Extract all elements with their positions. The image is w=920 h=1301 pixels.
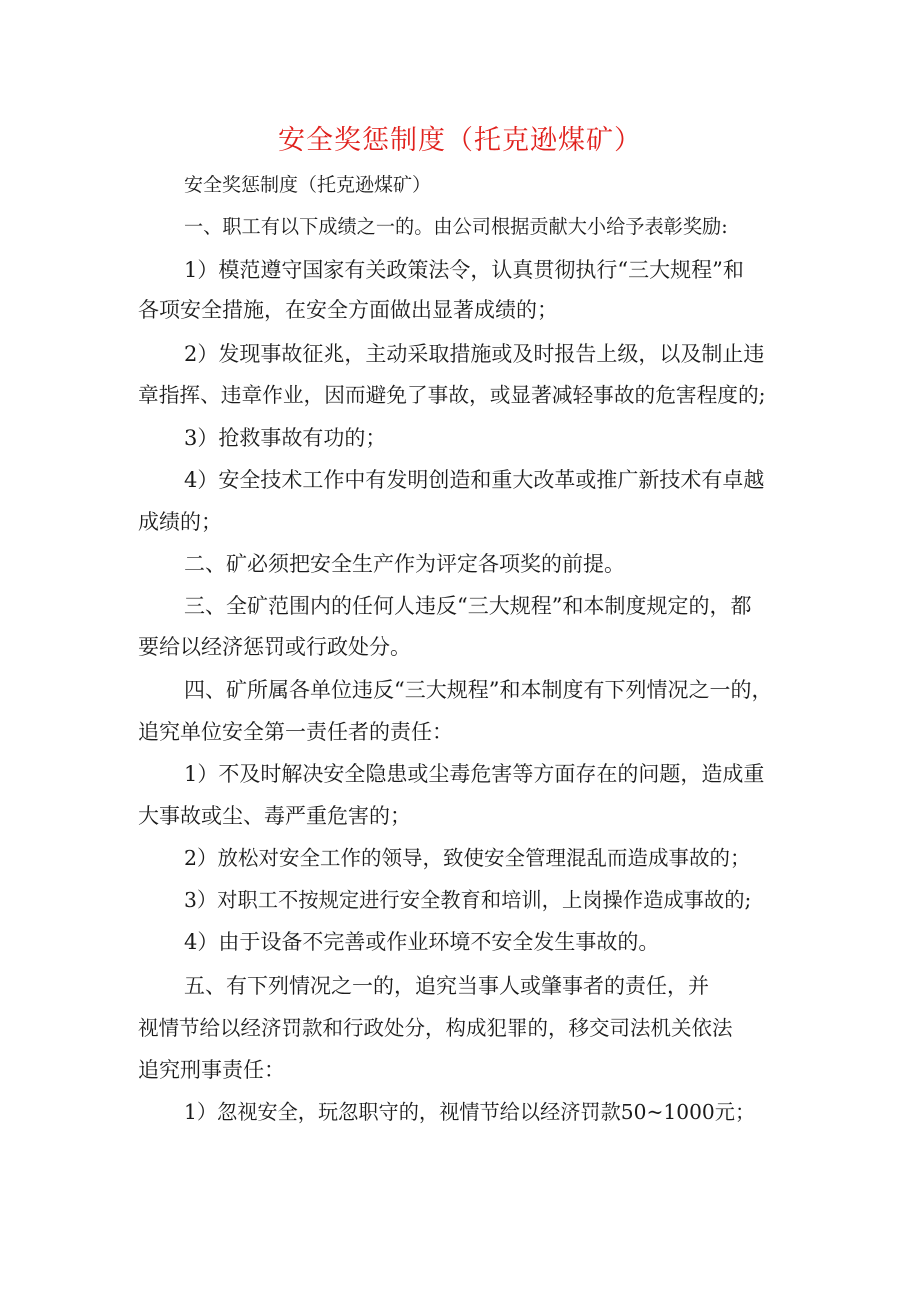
- body-line: 大事故或尘、毒严重危害的；: [138, 804, 411, 828]
- body-line: 4）安全技术工作中有发明创造和重大改革或推广新技术有卓越: [184, 468, 765, 492]
- body-line: 二、矿必须把安全生产作为评定各项奖的前提。: [184, 552, 625, 576]
- body-line: 各项安全措施，在安全方面做出显著成绩的；: [138, 298, 558, 322]
- body-line: 1）忽视安全，玩忽职守的，视情节给以经济罚款50~1000元；: [184, 1100, 756, 1124]
- body-line: 追究刑事责任：: [138, 1058, 285, 1082]
- body-line: 3）对职工不按规定进行安全教育和培训，上岗操作造成事故的;: [184, 888, 752, 912]
- body-line: 3）抢救事故有功的；: [184, 426, 387, 450]
- subtitle-line: 安全奖惩制度（托克逊煤矿）: [184, 174, 432, 196]
- body-line: 章指挥、违章作业，因而避免了事故，或显著减轻事故的危害程度的;: [138, 383, 766, 407]
- body-line: 1）不及时解决安全隐患或尘毒危害等方面存在的问题，造成重: [184, 762, 765, 786]
- body-line: 追究单位安全第一责任者的责任：: [138, 720, 453, 744]
- body-line: 一、职工有以下成绩之一的。由公司根据贡献大小给予表彰奖励:: [184, 215, 728, 238]
- body-line: 要给以经济惩罚或行政处分。: [138, 635, 411, 659]
- body-line: 成绩的；: [138, 510, 222, 534]
- body-line: 1）模范遵守国家有关政策法令，认真贯彻执行“三大规程”和: [184, 258, 744, 282]
- body-line: 五、有下列情况之一的，追究当事人或肇事者的责任，并: [184, 974, 709, 998]
- body-line: 视情节给以经济罚款和行政处分，构成犯罪的，移交司法机关依法: [138, 1016, 733, 1040]
- body-line: 2）发现事故征兆，主动采取措施或及时报告上级，以及制止违: [184, 342, 765, 366]
- body-line: 三、全矿范围内的任何人违反“三大规程”和本制度规定的，都: [184, 594, 752, 618]
- body-line: 2）放松对安全工作的领导，致使安全管理混乱而造成事故的；: [184, 846, 751, 870]
- document-title: 安全奖惩制度（托克逊煤矿）: [278, 125, 642, 156]
- body-line: 四、矿所属各单位违反“三大规程”和本制度有下列情况之一的，: [184, 678, 773, 702]
- body-line: 4）由于设备不完善或作业环境不安全发生事故的。: [184, 930, 660, 954]
